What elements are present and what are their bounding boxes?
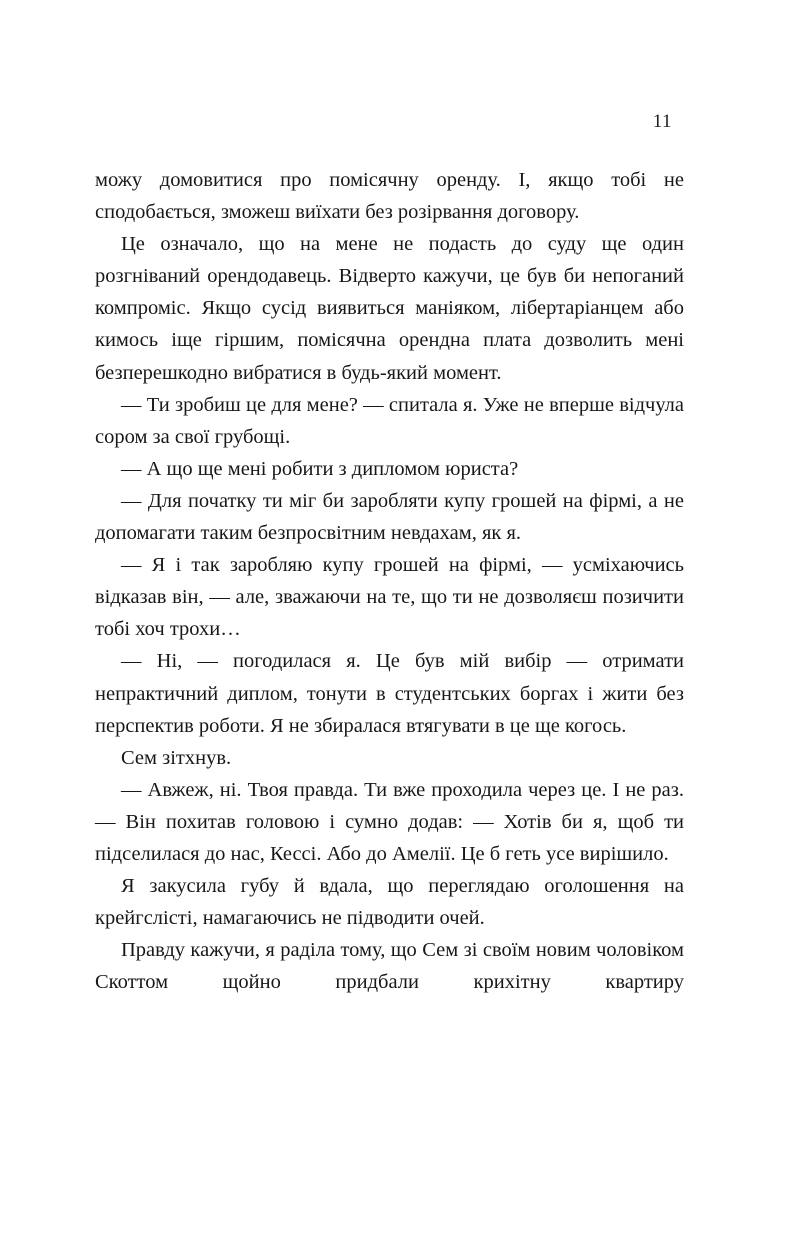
paragraph: Це означало, що на мене не подасть до суду ще один розгніваний орендодавець. Відверто кажучи, це був би непоганий компроміс. Якщо сусід виявиться маніяком, лібертаріанцем або кимось іще гіршим, помісячна орендна плата дозволить мені безперешкодно вибратися в будь-який момент. — [95, 233, 684, 384]
body-text-block — [95, 164, 684, 998]
paragraph: Сем зітхнув. — [121, 746, 232, 769]
paragraph: — Ні, — погодилася я. Це був мій вибір — отримати непрактичний диплом, тонути в студентських боргах і жити без перспектив роботи. Я не збиралася втягувати в це ще когось. — [95, 650, 684, 737]
paragraph: — Я і так заробляю купу грошей на фірмі, — усміхаючись відказав він, — але, зважаючи на те, що ти не дозволяєш позичити тобі хоч трохи… — [95, 554, 684, 641]
paragraph: — Ти зробиш це для мене? — спитала я. Уже не вперше відчула сором за свої грубощі. — [95, 393, 684, 448]
paragraph: — Для початку ти міг би заробляти купу грошей на фірмі, а не допомагати таким безпросвітним невдахам, як я. — [95, 489, 684, 545]
page-number: 11 — [652, 111, 672, 132]
paragraph: можу домовитися про помісячну оренду. І, якщо тобі не сподобається, зможеш виїхати без розірвання договору. — [95, 169, 684, 224]
paragraph: — Авжеж, ні. Твоя правда. Ти вже проходила через це. І не раз. — Він похитав головою і сумно додав: — Хотів би я, щоб ти підселилася до нас, Кессі. Або до Амелії. Це б геть усе вирішило. — [95, 778, 684, 865]
paragraph: — А що ще мені робити з дипломом юриста? — [121, 457, 519, 480]
paragraph: Правду кажучи, я раділа тому, що Сем зі своїм новим чоловіком Скоттом щойно придбали крихітну квартиру — [95, 939, 684, 994]
paragraph: Я закусила губу й вдала, що переглядаю оголошення на крейгслісті, намагаючись не підводити очей. — [95, 875, 684, 930]
